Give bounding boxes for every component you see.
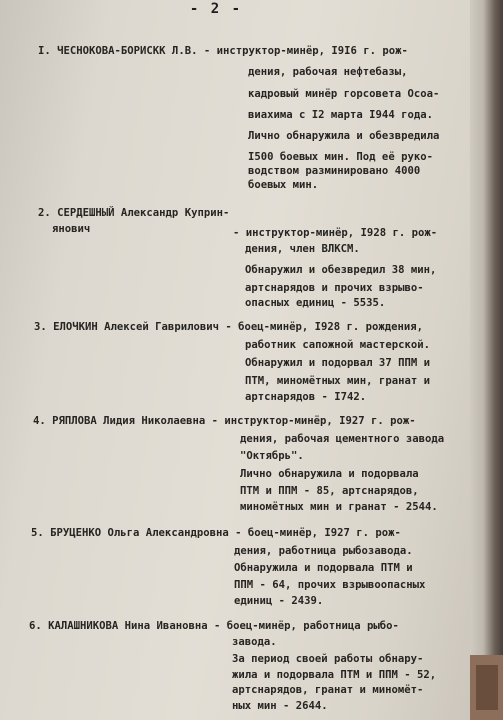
entry-4-line-4: Лично обнаружила и подорвала <box>240 468 419 480</box>
entry-4-line-3: "Октябрь". <box>240 450 304 462</box>
binder-clip <box>470 655 503 720</box>
entry-3-line-4: ПТМ, миномётных мин, гранат и <box>245 375 430 387</box>
entry-1-line-1: I. ЧЕСНОКОВА-БОРИСКК Л.В. - инструктор-минёр, I9I6 г. рож- <box>38 45 408 57</box>
entry-6-line-3: За период своей работы обнару- <box>232 653 424 665</box>
entry-1-line-7: водством разминировано 4000 <box>248 165 421 177</box>
entry-3-line-3: Обнаружил и подорвал 37 ППМ и <box>245 357 430 369</box>
binder-clip-inner <box>476 665 498 710</box>
entry-5-line-5: единиц - 2439. <box>234 595 324 607</box>
entry-6-line-4: жила и подорвала ПТМ и ППМ - 52, <box>232 669 437 681</box>
entry-1-line-4: виахима с I2 марта I944 года. <box>248 109 433 121</box>
entry-1-line-6: I500 боевых мин. Под её руко- <box>248 151 433 163</box>
entry-6-line-6: ных мин - 2644. <box>232 700 328 712</box>
page-number: - 2 - <box>189 1 243 17</box>
entry-1-line-2: дения, рабочая нефтебазы, <box>248 66 408 78</box>
entry-5-line-3: Обнаружила и подорвала ПТМ и <box>234 562 413 574</box>
entry-1-line-3: кадровый минёр горсовета Осоа- <box>248 88 440 100</box>
entry-5-line-1: 5. БРУЦЕНКО Ольга Александровна - боец-минёр, I927 г. рож- <box>31 527 401 539</box>
entry-1-line-5: Лично обнаружила и обезвредила <box>248 130 440 142</box>
entry-4-line-1: 4. РЯПЛОВА Лидия Николаевна - инструктор-минёр, I927 г. рож- <box>33 415 416 427</box>
entry-4-line-5: ПТМ и ППМ - 85, артснарядов, <box>240 485 419 497</box>
entry-2-line-6: артснарядов и прочих взрыво- <box>245 282 424 294</box>
entry-4-line-6: миномётных мин и гранат - 2544. <box>240 501 438 513</box>
entry-6-line-5: артснарядов, гранат и миномёт- <box>232 684 424 696</box>
entry-3-line-1: 3. ЕЛОЧКИН Алексей Гаврилович - боец-минёр, I928 г. рождения, <box>34 321 424 333</box>
entry-2-line-3: - инструктор-минёр, I928 г. рож- <box>233 227 438 239</box>
entry-2-line-2: янович <box>52 223 91 235</box>
entry-4-line-2: дения, рабочая цементного завода <box>240 433 445 445</box>
entry-2-line-7: опасных единиц - 5535. <box>245 297 386 309</box>
entry-3-line-2: работник сапожной мастерской. <box>245 339 430 351</box>
entry-2-line-4: дения, член ВЛКСМ. <box>245 243 360 255</box>
entry-3-line-5: артснарядов - I742. <box>245 391 367 403</box>
entry-1-line-8: боевых мин. <box>248 179 319 191</box>
page-edge-shadow <box>470 0 503 720</box>
entry-5-line-4: ППМ - 64, прочих взрывоопасных <box>234 579 426 591</box>
entry-2-line-5: Обнаружил и обезвредил 38 мин, <box>245 264 437 276</box>
entry-6-line-1: 6. КАЛАШНИКОВА Нина Ивановна - боец-минёр, работница рыбо- <box>29 620 399 632</box>
entry-6-line-2: завода. <box>232 636 277 648</box>
entry-2-line-1: 2. СЕРДЕШНЫЙ Александр Куприн- <box>38 207 230 219</box>
entry-5-line-2: дения, работница рыбозавода. <box>234 545 413 557</box>
